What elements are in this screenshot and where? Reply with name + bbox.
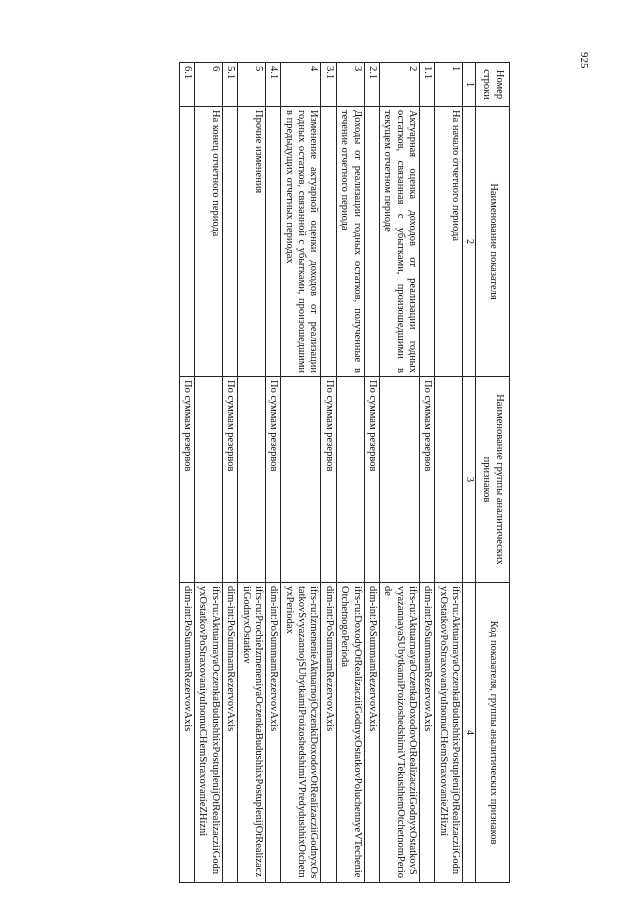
group-name: По суммам резервов bbox=[364, 377, 379, 583]
table-row bbox=[179, 63, 194, 883]
row-number: 4.1 bbox=[265, 63, 280, 107]
group-name: По суммам резервов bbox=[265, 377, 280, 583]
indicator-name bbox=[179, 107, 194, 377]
group-name bbox=[238, 377, 266, 583]
table-row bbox=[195, 63, 223, 883]
header-indicator-name: Наименование показателя bbox=[476, 107, 510, 377]
indicator-code: ifrs-ru:AktuarnayaOczenkaDoxodovOtRealizacziiGodnyxOstatkovSvyazannayaSUbytkamiProizoshedshimiVTekushhemOtchetnomPeriode bbox=[379, 583, 419, 883]
group-name: По суммам резервов bbox=[179, 377, 194, 583]
indicator-name: На конец отчетного периода bbox=[195, 107, 223, 377]
indicator-name bbox=[420, 107, 435, 377]
row-number: 5 bbox=[238, 63, 266, 107]
indicator-name: Прочие изменения bbox=[238, 107, 266, 377]
row-number: 6.1 bbox=[179, 63, 194, 107]
table-row bbox=[321, 63, 336, 883]
column-number: 4 bbox=[463, 583, 476, 883]
row-number: 2.1 bbox=[364, 63, 379, 107]
table-row bbox=[222, 63, 237, 883]
indicator-code: dim-int:PoSummamRezervovAxis bbox=[222, 583, 237, 883]
indicator-code: ifrs-ru:ProchieIzmeneniyaOczenkaBudushhixPostuplenijOtRealizacziiGodnyxOstatkov bbox=[238, 583, 266, 883]
indicator-code: ifrs-ru:DoxodyOtRealizacziiGodnyxOstatkovPoluchennyeVTechenieOtchetnogoPerioda bbox=[336, 583, 364, 883]
indicator-code: dim-int:PoSummamRezervovAxis bbox=[321, 583, 336, 883]
indicator-code: dim-int:PoSummamRezervovAxis bbox=[179, 583, 194, 883]
table-row bbox=[420, 63, 435, 883]
group-name bbox=[435, 377, 463, 583]
header-row-number: Номер строки bbox=[476, 63, 510, 107]
indicator-name bbox=[364, 107, 379, 377]
row-number: 3 bbox=[336, 63, 364, 107]
group-name bbox=[281, 377, 321, 583]
indicator-table bbox=[179, 62, 510, 883]
column-number: 1 bbox=[463, 63, 476, 107]
group-name bbox=[379, 377, 419, 583]
group-name: По суммам резервов bbox=[222, 377, 237, 583]
indicator-code: ifrs-ru:IzmenenieAktuarnojOczenkiDoxodovOtRealizacziiGodnyxOstatkovSvyazannojSUbytkamiProizoshedshimiVPredydushhixOtchetnyxPeriodax bbox=[281, 583, 321, 883]
column-number: 2 bbox=[463, 107, 476, 377]
header-indicator-code: Код показателя, группы аналитических признаков bbox=[476, 583, 510, 883]
row-number: 1 bbox=[435, 63, 463, 107]
indicator-code: ifrs-ru:AktuarnayaOczenkaBudushhixPostuplenijOtRealizacziiGodnyxOstatkovPoStraxovaniyuInomuCHemStraxovanieZHizni bbox=[195, 583, 223, 883]
header-group-name: Наименование группы аналитических признаков bbox=[476, 377, 510, 583]
row-number: 6 bbox=[195, 63, 223, 107]
indicator-name bbox=[321, 107, 336, 377]
indicator-name: Актуарная оценка доходов от реализации годных остатков, связанная с убытками, произошедшими в текущем отчетном периоде bbox=[379, 107, 419, 377]
indicator-code: dim-int:PoSummamRezervovAxis bbox=[265, 583, 280, 883]
table-row bbox=[238, 63, 266, 883]
row-number: 4 bbox=[281, 63, 321, 107]
indicator-code: ifrs-ru:AktuarnayaOczenkaBudushhixPostuplenijOtRealizacziiGodnyxOstatkovPoStraxovaniyuInomuCHemStraxovanieZHizni bbox=[435, 583, 463, 883]
table-row bbox=[336, 63, 364, 883]
indicator-name: Изменение актуарной оценки доходов от реализации годных остатков, связанной с убытками, произошедшими в предыдущих отчетных периодах bbox=[281, 107, 321, 377]
group-name bbox=[336, 377, 364, 583]
group-name: По суммам резервов bbox=[420, 377, 435, 583]
rotated-table-container bbox=[82, 62, 510, 882]
row-number: 1.1 bbox=[420, 63, 435, 107]
table-row bbox=[364, 63, 379, 883]
indicator-name bbox=[265, 107, 280, 377]
table-row bbox=[379, 63, 419, 883]
page-number: 925 bbox=[578, 52, 590, 69]
group-name bbox=[195, 377, 223, 583]
row-number: 2 bbox=[379, 63, 419, 107]
column-number: 3 bbox=[463, 377, 476, 583]
group-name: По суммам резервов bbox=[321, 377, 336, 583]
row-number: 3.1 bbox=[321, 63, 336, 107]
indicator-name: Доходы от реализации годных остатков, полученные в течение отчетного периода bbox=[336, 107, 364, 377]
indicator-code: dim-int:PoSummamRezervovAxis bbox=[420, 583, 435, 883]
table-row bbox=[435, 63, 463, 883]
table-row bbox=[281, 63, 321, 883]
table-row bbox=[265, 63, 280, 883]
indicator-name bbox=[222, 107, 237, 377]
row-number: 5.1 bbox=[222, 63, 237, 107]
indicator-name: На начало отчетного периода bbox=[435, 107, 463, 377]
indicator-code: dim-int:PoSummamRezervovAxis bbox=[364, 583, 379, 883]
